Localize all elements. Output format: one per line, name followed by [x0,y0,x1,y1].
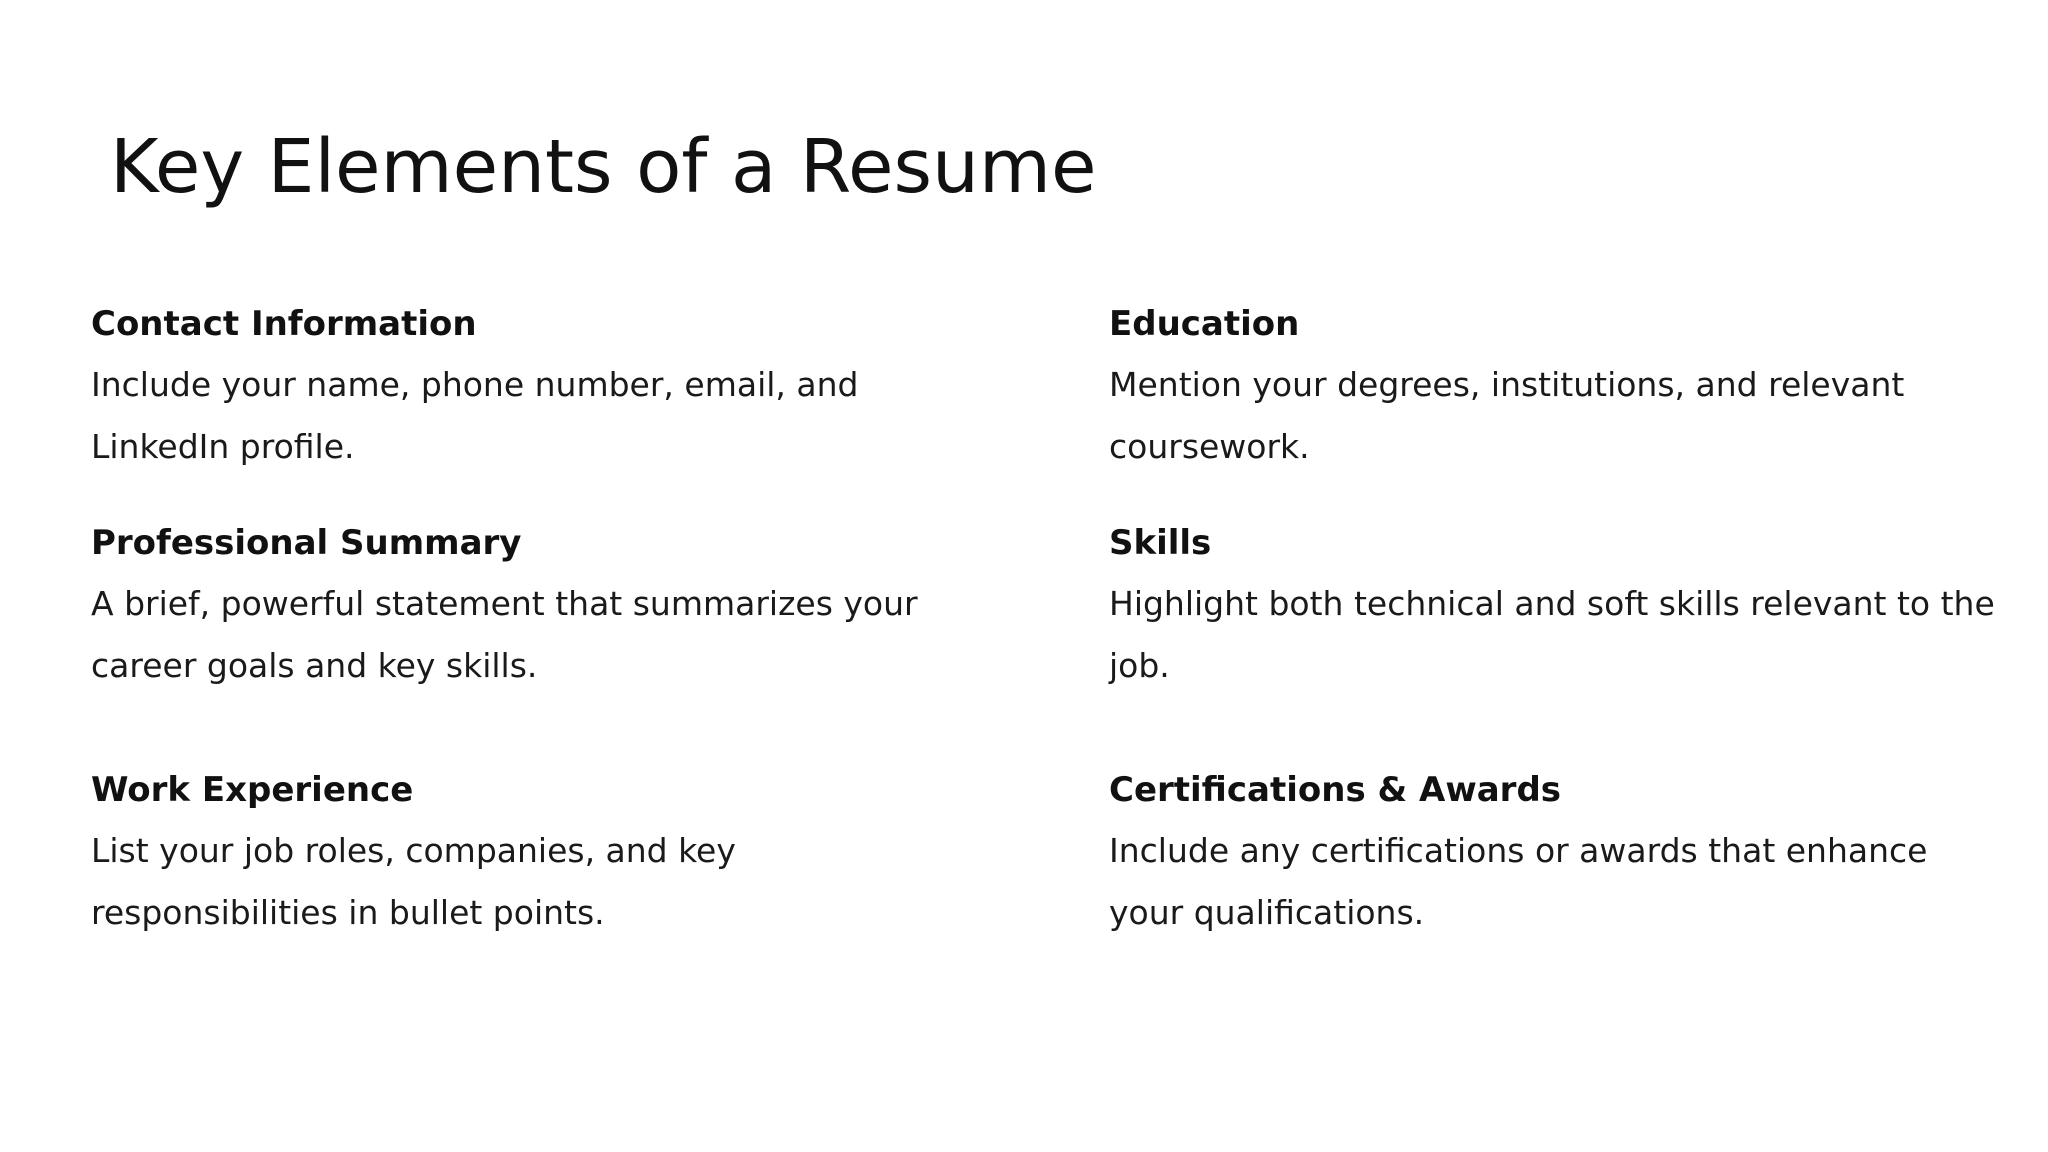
slide-title: Key Elements of a Resume [110,124,1097,210]
element-heading: Work Experience [91,770,414,810]
element-heading: Certifications & Awards [1109,770,1562,810]
element-education [1109,294,2009,478]
element-description: Mention your degrees, institutions, and relevant coursework. [1109,365,1905,466]
element-description: A brief, powerful statement that summarizes your career goals and key skills. [91,584,918,685]
element-heading: Skills [1109,523,1212,563]
element-heading: Education [1109,304,1300,344]
element-heading: Contact Information [91,304,477,344]
element-certifications-awards [1109,760,2009,944]
element-description: Include your name, phone number, email, and LinkedIn profile. [91,365,859,466]
element-description: Include any certifications or awards that enhance your qualifications. [1109,831,1928,932]
element-work-experience [91,760,971,944]
element-description: List your job roles, companies, and key responsibilities in bullet points. [91,831,736,932]
element-heading: Professional Summary [91,523,522,563]
element-professional-summary [91,513,971,697]
element-skills [1109,513,2009,697]
element-description: Highlight both technical and soft skills relevant to the job. [1109,584,1995,685]
element-contact-information [91,294,971,478]
